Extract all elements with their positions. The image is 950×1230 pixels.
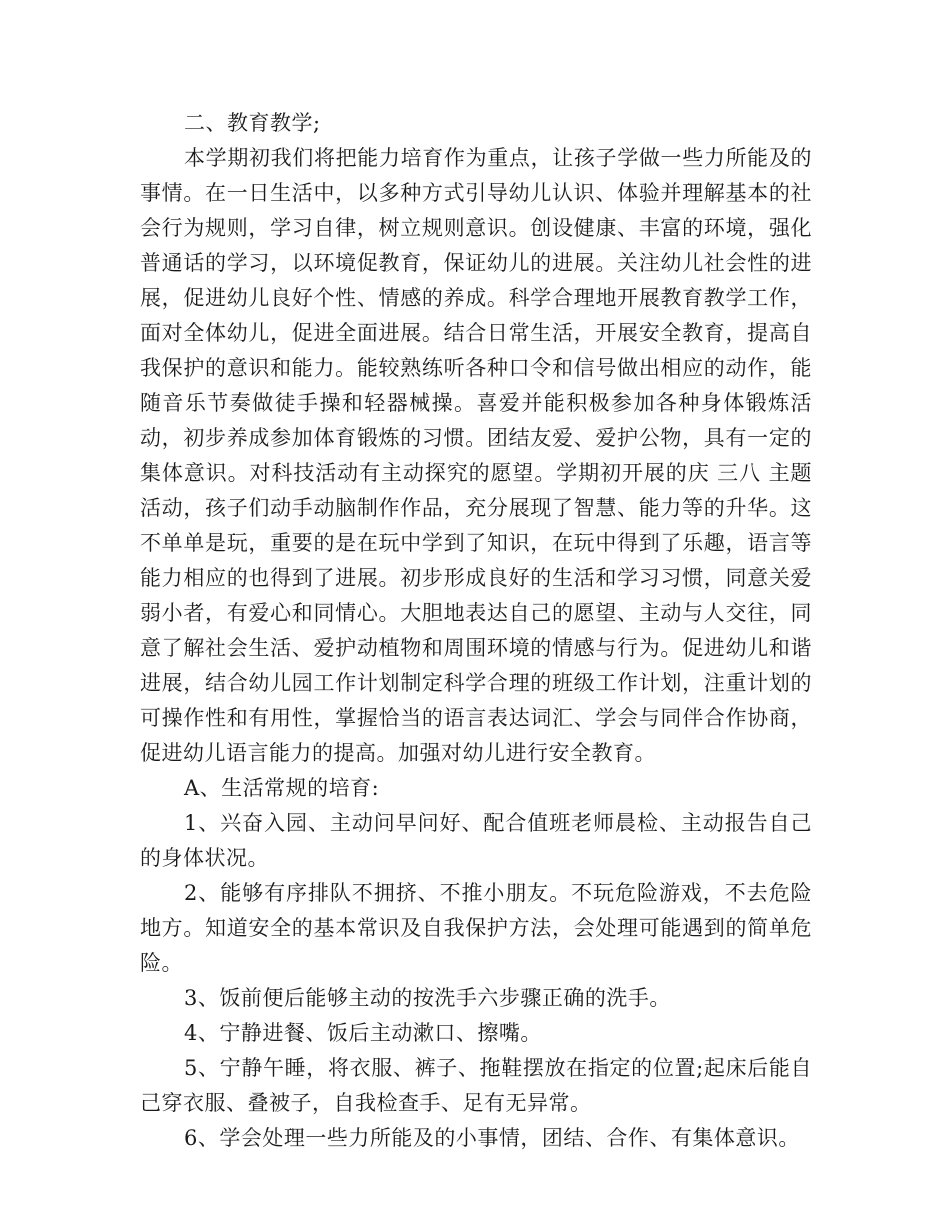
document-body	[140, 106, 812, 1156]
section-heading: 二、教育教学;	[184, 111, 321, 135]
intro-paragraph: 本学期初我们将把能力培育作为重点，让孩子学做一些力所能及的事情。在一日生活中，以多种方式引导幼儿认识、体验并理解基本的社会行为规则，学习自律，树立规则意识。创设健康、丰富的环境，强化普通话的学习，以环境促教育，保证幼儿的进展。关注幼儿社会性的进展，促进幼儿良好个性、情感的养成。科学合理地开展教育教学工作，面对全体幼儿，促进全面进展。结合日常生活，开展安全教育，提高自我保护的意识和能力。能较熟练听各种口令和信号做出相应的动作，能随音乐节奏做徒手操和轻器械操。喜爱并能积极参加各种身体锻炼活动，初步养成参加体育锻炼的习惯。团结友爱、爱护公物，具有一定的集体意识。对科技活动有主动探究的愿望。学期初开展的庆 三八 主题活动，孩子们动手动脑制作作品，充分展现了智慧、能力等的升华。这不单单是玩，重要的是在玩中学到了知识，在玩中得到了乐趣，语言等能力相应的也得到了进展。初步形成良好的生活和学习习惯，同意关爱弱小者，有爱心和同情心。大胆地表达自己的愿望、主动与人交往，同意了解社会生活、爱护动植物和周围环境的情感与行为。促进幼儿和谐进展，结合幼儿园工作计划制定科学合理的班级工作计划，注重计划的可操作性和有用性，掌握恰当的语言表达词汇、学会与同伴合作协商，促进幼儿语言能力的提高。加强对幼儿进行安全教育。	[140, 146, 812, 765]
subsection-heading: A、生活常规的培育:	[184, 776, 380, 800]
list-item: 1、兴奋入园、主动问早问好、配合值班老师晨检、主动报告自己的身体状况。	[140, 811, 812, 870]
list-item: 4、宁静进餐、饭后主动漱口、擦嘴。	[184, 1021, 542, 1045]
list-item: 3、饭前便后能够主动的按洗手六步骤正确的洗手。	[184, 986, 671, 1010]
list-item: 2、能够有序排队不拥挤、不推小朋友。不玩危险游戏，不去危险地方。知道安全的基本常识及自我保护方法，会处理可能遇到的简单危险。	[140, 881, 812, 975]
list-item: 6、学会处理一些力所能及的小事情，团结、合作、有集体意识。	[184, 1126, 800, 1150]
list-item: 5、宁静午睡，将衣服、裤子、拖鞋摆放在指定的位置;起床后能自己穿衣服、叠被子，自我检查手、足有无异常。	[140, 1056, 812, 1115]
